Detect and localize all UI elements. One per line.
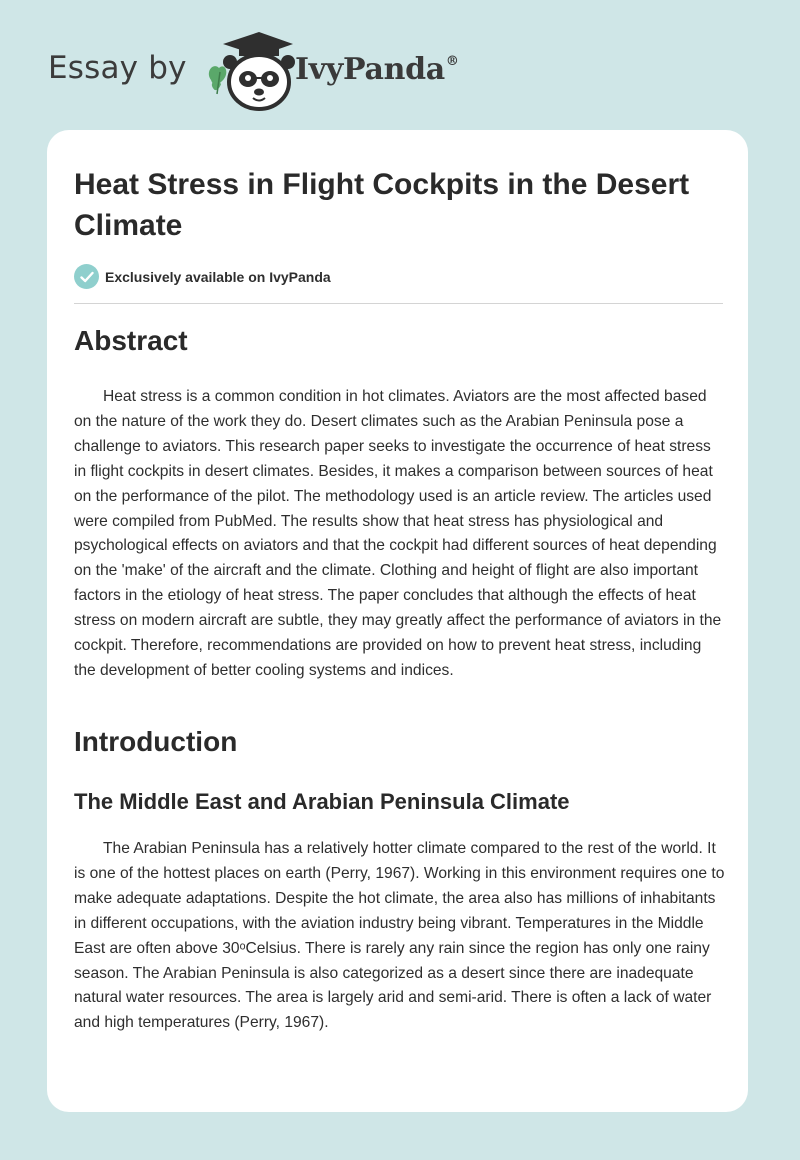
climate-paragraph: The Arabian Peninsula has a relatively hotter climate compared to the rest of the world. It is one of the hottest places on earth (Perry, 1967). Working in this environment requires one to make adequate adaptations. Despite the hot climate, the area also has millions of inhabitants in different occupations, with the aviation industry being vibrant. Temperatures in the Middle East are often above 30ᵒCelsius. There is rarely any rain since the region has only one rainy season. The Arabian Peninsula is also categorized as a desert since there are inadequate natural water resources. The area is largely arid and semi-arid. There is often a lack of water and high temperatures (Perry, 1967). [74, 840, 725, 1032]
climate-subheading: The Middle East and Arabian Peninsula Climate [74, 789, 570, 814]
abstract-heading: Abstract [74, 325, 188, 356]
abstract-paragraph: Heat stress is a common condition in hot climates. Aviators are the most affected based on the nature of the work they do. Desert climates such as the Arabian Peninsula pose a challenge to aviators. This research paper seeks to investigate the occurrence of heat stress in flight cockpits in desert climates. Besides, it makes a comparison between sources of heat on the performance of the pilot. The methodology used is an article review. The articles used were compiled from PubMed. The results show that heat stress has physiological and psychological effects on aviators and that the cockpit had different sources of heat depending on the 'make' of the aircraft and the climate. Clothing and height of flight are also important factors in the etiology of heat stress. The paper concludes that although the effects of heat stress on modern aircraft are subtle, they may greatly affect the performance of aviators in the cockpit. Therefore, recommendations are provided on how to prevent heat stress, including the development of better cooling systems and indices. [74, 388, 722, 679]
checkmark-icon [74, 264, 99, 289]
introduction-heading: Introduction [74, 726, 238, 757]
essay-by-label: Essay by [48, 50, 187, 86]
panda-graduate-logo-icon[interactable] [203, 32, 295, 112]
brand-label[interactable]: IvyPanda [295, 52, 445, 87]
title-divider [74, 303, 723, 304]
essay-title: Heat Stress in Flight Cockpits in the Desert Climate [74, 168, 690, 242]
essay-card [47, 130, 748, 1112]
exclusive-badge [74, 264, 331, 289]
site-header [48, 32, 468, 112]
exclusive-badge-text: Exclusively available on IvyPanda [105, 268, 331, 285]
brand-name[interactable] [295, 52, 459, 87]
registered-mark: ® [445, 54, 459, 69]
